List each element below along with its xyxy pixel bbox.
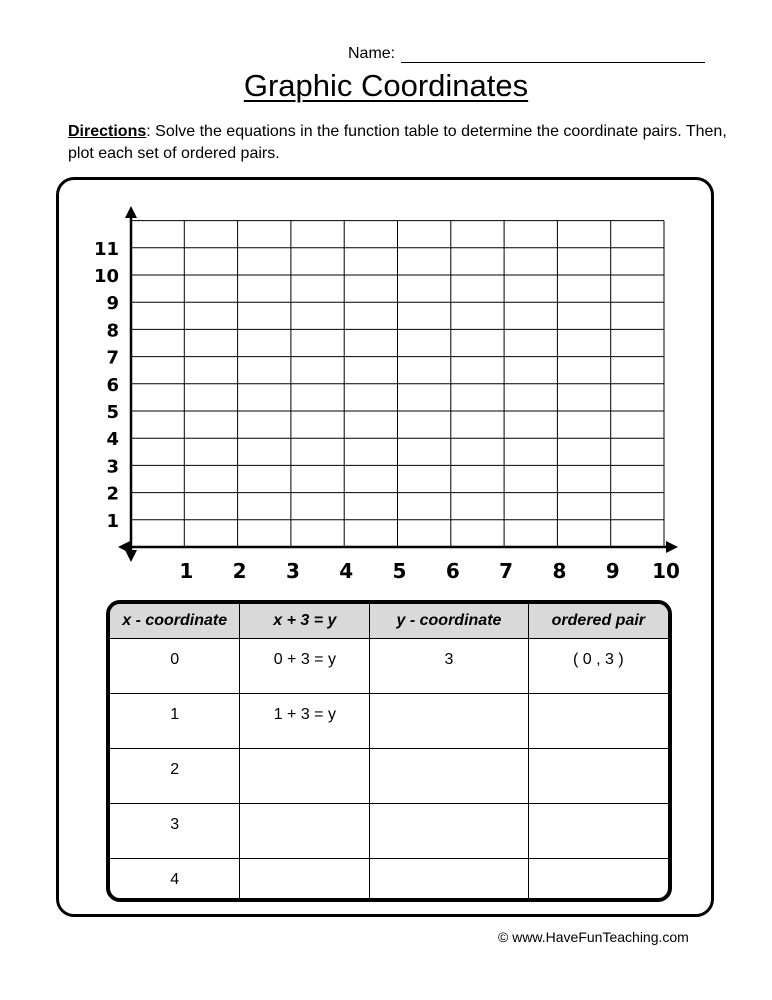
y-axis-arrow-up — [125, 206, 137, 218]
table-row — [110, 749, 668, 804]
y-tick-label: 6 — [106, 374, 119, 396]
x-tick-label: 1 — [179, 559, 194, 583]
table-cell[interactable] — [528, 749, 668, 804]
y-tick-label: 2 — [106, 483, 119, 505]
x-tick-label: 3 — [285, 559, 300, 583]
table-row — [110, 804, 668, 859]
table-cell: 0 + 3 = y — [240, 639, 370, 694]
directions-text: : Solve the equations in the function table to determine the coordinate pairs. Then, plot each set of ordered pairs. — [68, 123, 727, 162]
x-tick-label: 5 — [392, 559, 407, 583]
x-tick-label: 4 — [339, 559, 354, 583]
x-tick-label: 6 — [445, 559, 460, 583]
table-cell: ( 0 , 3 ) — [528, 639, 668, 694]
table-cell: 0 — [110, 639, 240, 694]
table-row — [110, 694, 668, 749]
x-tick-label: 10 — [652, 559, 680, 583]
y-tick-label: 7 — [106, 347, 119, 369]
column-header: x - coordinate — [110, 604, 240, 639]
directions-label: Directions — [68, 123, 147, 140]
table-cell[interactable] — [370, 804, 528, 859]
y-tick-label: 10 — [93, 266, 119, 287]
copyright-footer: © www.HaveFunTeaching.com — [498, 929, 689, 945]
table-cell: 1 + 3 = y — [240, 694, 370, 749]
table-cell[interactable] — [240, 749, 370, 804]
table-cell[interactable] — [370, 694, 528, 749]
table-cell[interactable] — [370, 859, 528, 903]
column-header: ordered pair — [528, 604, 668, 639]
table-row — [110, 859, 668, 903]
function-table — [106, 600, 672, 902]
y-axis-arrow-down — [125, 550, 137, 562]
column-header: x + 3 = y — [240, 604, 370, 639]
y-tick-label: 11 — [93, 238, 119, 260]
x-axis-arrow-right — [666, 541, 678, 553]
x-tick-label: 8 — [552, 559, 567, 583]
y-tick-label: 8 — [106, 320, 119, 342]
table-cell[interactable] — [528, 859, 668, 903]
table-cell[interactable] — [370, 749, 528, 804]
table-cell[interactable] — [240, 804, 370, 859]
y-tick-label: 9 — [106, 293, 119, 315]
x-tick-label: 2 — [232, 559, 247, 583]
page-title: Graphic Coordinates — [243, 68, 529, 103]
x-tick-label: 7 — [499, 559, 514, 583]
x-tick-label: 9 — [605, 559, 620, 583]
name-label: Name: — [348, 45, 396, 62]
table-cell: 3 — [370, 639, 528, 694]
column-header: y - coordinate — [370, 604, 528, 639]
table-cell[interactable] — [528, 804, 668, 859]
table-cell: 3 — [110, 804, 240, 859]
table-header-row — [110, 604, 668, 639]
table-cell: 4 — [110, 859, 240, 903]
table-cell[interactable] — [528, 694, 668, 749]
y-tick-label: 1 — [106, 510, 119, 532]
table-cell: 2 — [110, 749, 240, 804]
table-cell: 1 — [110, 694, 240, 749]
table-row — [110, 639, 668, 694]
y-tick-label: 5 — [106, 402, 119, 423]
table-cell[interactable] — [240, 859, 370, 903]
y-tick-label: 4 — [106, 429, 119, 451]
y-tick-label: 3 — [106, 456, 119, 478]
